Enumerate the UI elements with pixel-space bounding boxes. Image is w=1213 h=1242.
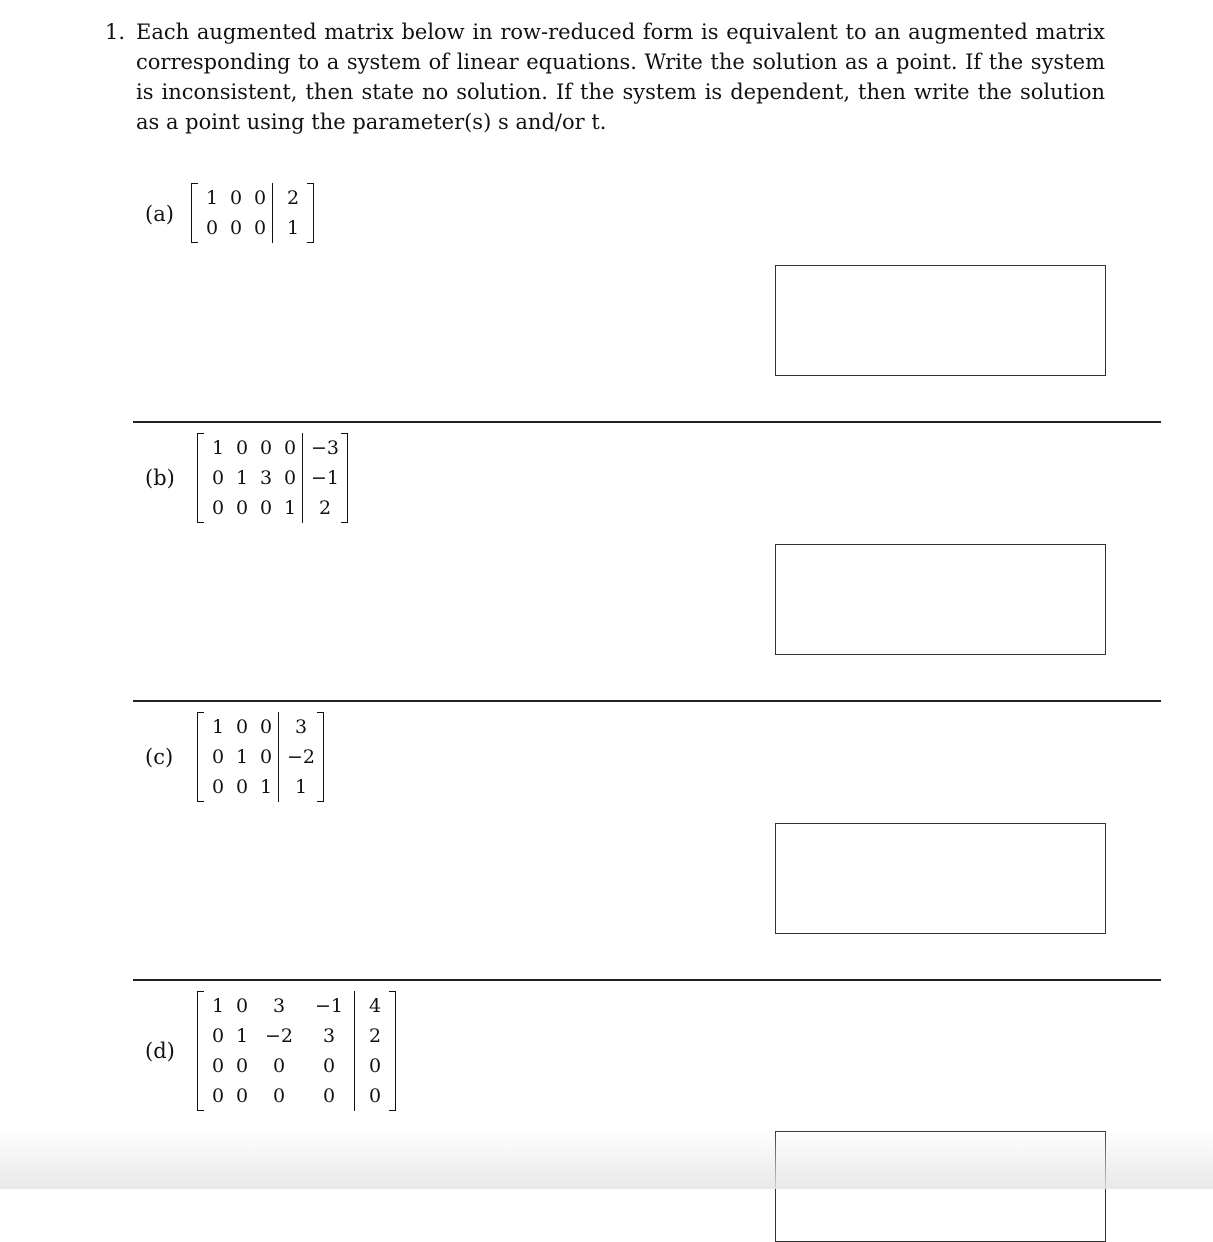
part-label-d: (d): [145, 1039, 175, 1063]
matrix-cell: 0: [283, 437, 297, 459]
matrix-cell: 1: [279, 772, 316, 802]
matrix-cell: 0: [211, 497, 225, 519]
matrix-cell: 0: [355, 1051, 388, 1081]
matrix-cell: 1: [235, 746, 249, 768]
matrix-cell: 0: [259, 716, 273, 738]
matrix-cell: 0: [235, 1055, 249, 1077]
matrix-cell: −1: [314, 995, 343, 1017]
matrix-cell: 0: [235, 716, 249, 738]
matrix-cell: 0: [283, 467, 297, 489]
answer-box-c[interactable]: [775, 823, 1106, 934]
matrix-cell: 3: [272, 995, 286, 1017]
matrix-cell: 0: [322, 1055, 336, 1077]
matrix-cell: 0: [211, 1025, 225, 1047]
matrix-cell: 0: [259, 746, 273, 768]
problem-statement: [105, 17, 1105, 137]
matrix-b: [197, 433, 348, 523]
divider: [133, 421, 1161, 423]
matrix-cell: 0: [272, 1055, 286, 1077]
divider: [133, 979, 1161, 981]
matrix-cell: 0: [235, 437, 249, 459]
problem-text: Each augmented matrix below in row-reduced form is equivalent to an augmented matrix corresponding to a system of linear equations. Write the solution as a point. If the system is inconsistent, then state no solution. If the system is dependent, then write the solution as a point using the parameter(s) s and/or t.: [136, 20, 1105, 134]
matrix-cell: 2: [355, 1021, 388, 1051]
matrix-cell: 2: [303, 493, 340, 523]
matrix-d: [197, 991, 396, 1111]
matrix-cell: 0: [211, 776, 225, 798]
matrix-cell: 1: [259, 776, 273, 798]
matrix-cell: 0: [259, 437, 273, 459]
part-label-a: (a): [145, 202, 174, 226]
matrix-cell: 1: [235, 467, 249, 489]
matrix-cell: 0: [211, 467, 225, 489]
matrix-cell: 0: [355, 1081, 388, 1111]
matrix-cell: 0: [253, 217, 267, 239]
matrix-cell: 1: [283, 497, 297, 519]
matrix-c: [197, 712, 324, 802]
matrix-cell: 0: [211, 746, 225, 768]
problem-number: 1.: [105, 20, 126, 44]
part-label-c: (c): [145, 745, 174, 769]
matrix-cell: 1: [211, 716, 225, 738]
matrix-cell: 0: [229, 187, 243, 209]
matrix-cell: 3: [259, 467, 273, 489]
matrix-cell: 3: [322, 1025, 336, 1047]
matrix-cell: 1: [211, 437, 225, 459]
matrix-cell: 0: [322, 1085, 336, 1107]
matrix-cell: 0: [211, 1085, 225, 1107]
matrix-cell: 0: [205, 217, 219, 239]
matrix-cell: 4: [355, 991, 388, 1021]
matrix-cell: 0: [235, 995, 249, 1017]
matrix-cell: 1: [235, 1025, 249, 1047]
matrix-cell: −2: [279, 742, 316, 772]
answer-box-a[interactable]: [775, 265, 1106, 376]
matrix-cell: 2: [273, 183, 306, 213]
part-label-b: (b): [145, 466, 175, 490]
matrix-cell: 1: [273, 213, 306, 243]
matrix-cell: −2: [264, 1025, 293, 1047]
matrix-cell: 0: [272, 1085, 286, 1107]
matrix-cell: 1: [211, 995, 225, 1017]
matrix-cell: 0: [235, 776, 249, 798]
matrix-cell: 0: [235, 1085, 249, 1107]
matrix-cell: −3: [303, 433, 340, 463]
matrix-a: [191, 183, 314, 243]
matrix-cell: −1: [303, 463, 340, 493]
answer-box-d[interactable]: [775, 1131, 1106, 1242]
matrix-cell: 0: [229, 217, 243, 239]
matrix-cell: 3: [279, 712, 316, 742]
matrix-cell: 0: [211, 1055, 225, 1077]
divider: [133, 700, 1161, 702]
matrix-cell: 1: [205, 187, 219, 209]
answer-box-b[interactable]: [775, 544, 1106, 655]
matrix-cell: 0: [253, 187, 267, 209]
matrix-cell: 0: [235, 497, 249, 519]
matrix-cell: 0: [259, 497, 273, 519]
